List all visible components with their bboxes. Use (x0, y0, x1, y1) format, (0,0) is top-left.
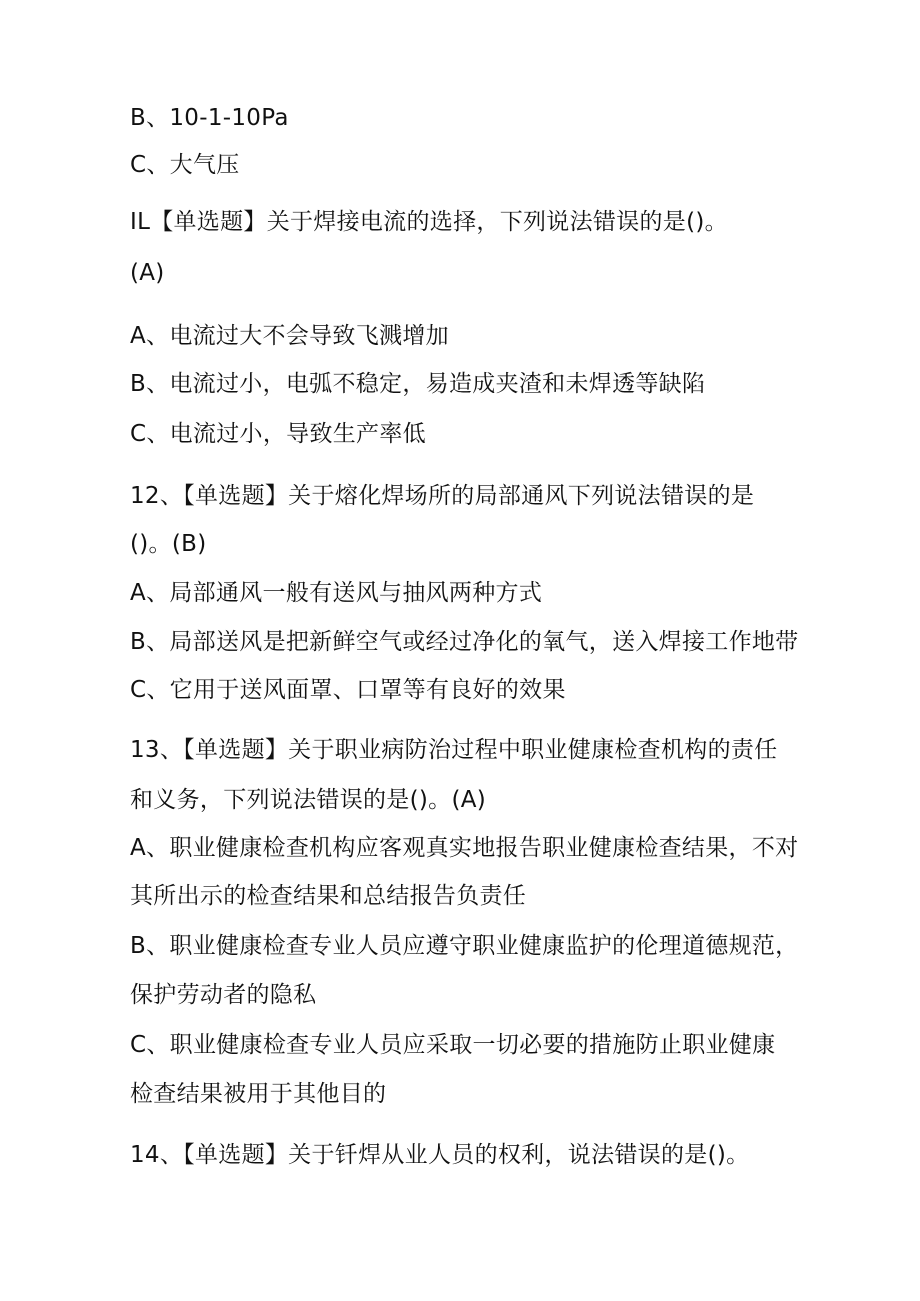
option-c-q13-line2: 检查结果被用于其他目的 (130, 1081, 387, 1107)
option-b-q13-line1: B、职业健康检查专业人员应遵守职业健康监护的伦理道德规范， (130, 933, 799, 959)
option-a-q11: A、电流过大不会导致飞溅增加 (130, 323, 449, 349)
question-11-answer: (A) (130, 260, 165, 286)
question-14-text: 14、【单选题】关于钎焊从业人员的权利，说法错误的是()。 (130, 1142, 750, 1168)
option-b-q13-line2: 保护劳动者的隐私 (130, 982, 317, 1008)
option-c-q11: C、电流过小，导致生产率低 (130, 421, 426, 447)
question-12-text-line2: ()。(B) (130, 531, 207, 557)
option-a-q13-line2: 其所出示的检查结果和总结报告负责任 (130, 883, 527, 909)
option-c-q12: C、它用于送风面罩、口罩等有良好的效果 (130, 677, 566, 703)
option-b-q10: B、10-1-10Pa (130, 105, 289, 131)
question-13-text-line1: 13、【单选题】关于职业病防治过程中职业健康检查机构的责任 (130, 737, 778, 763)
question-11-text: IL【单选题】关于焊接电流的选择，下列说法错误的是()。 (130, 209, 728, 235)
option-c-q10: C、大气压 (130, 152, 240, 178)
option-b-q11: B、电流过小，电弧不稳定，易造成夹渣和未焊透等缺陷 (130, 371, 706, 397)
option-c-q13-line1: C、职业健康检查专业人员应采取一切必要的措施防止职业健康 (130, 1032, 776, 1058)
option-a-q13-line1: A、职业健康检查机构应客观真实地报告职业健康检查结果，不对 (130, 835, 799, 861)
question-13-text-line2: 和义务，下列说法错误的是()。(A) (130, 787, 487, 813)
option-b-q12: B、局部送风是把新鲜空气或经过净化的氧气，送入焊接工作地带 (130, 629, 799, 655)
question-12-text-line1: 12、【单选题】关于熔化焊场所的局部通风下列说法错误的是 (130, 483, 755, 509)
option-a-q12: A、局部通风一般有送风与抽风两种方式 (130, 580, 543, 606)
